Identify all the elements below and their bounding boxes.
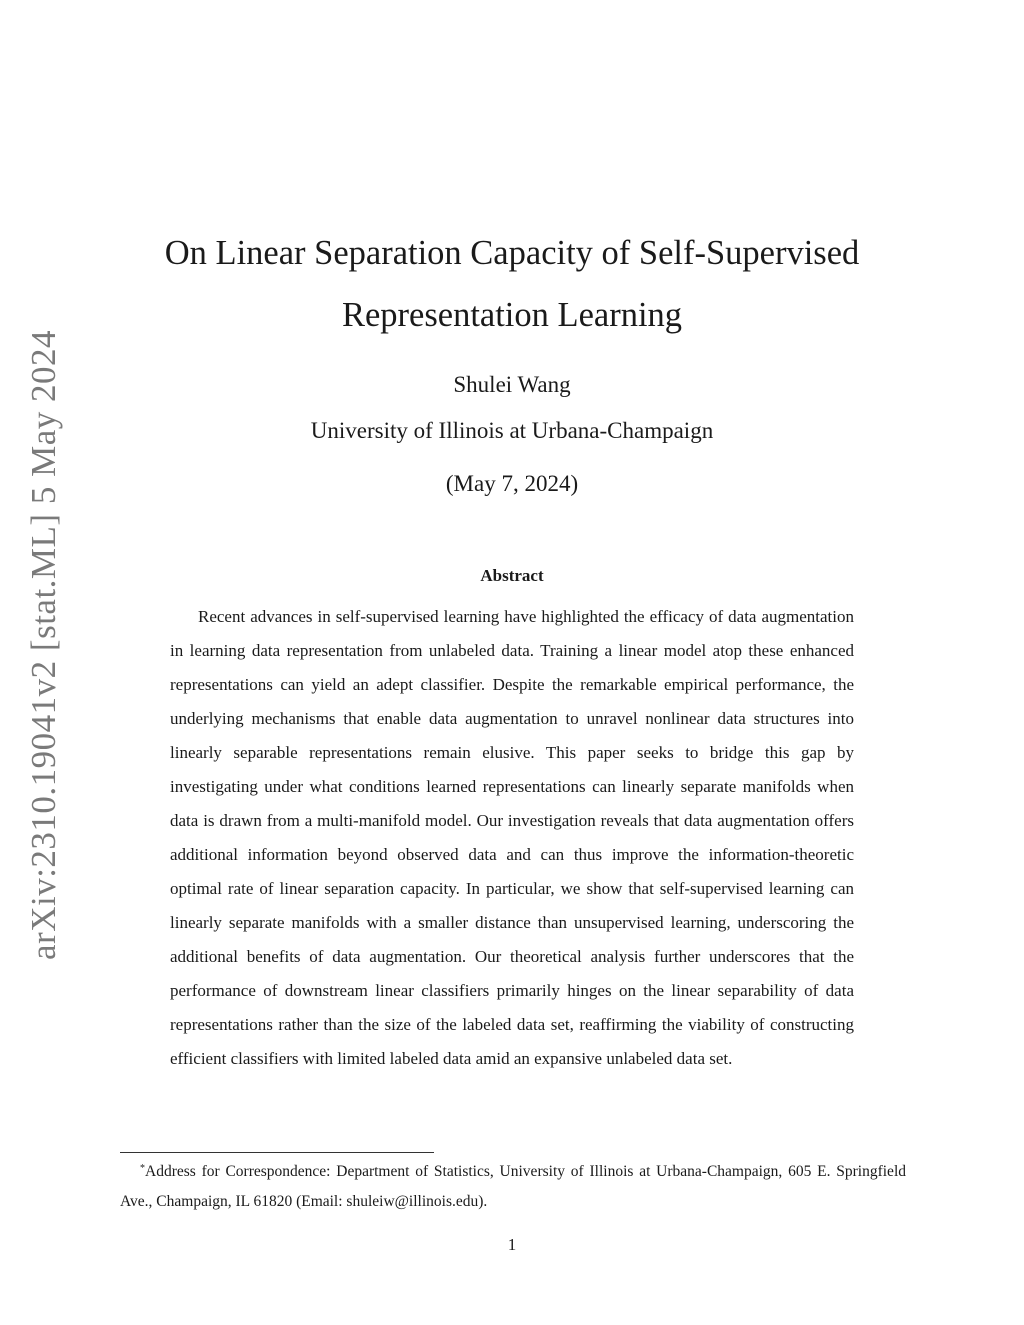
- footnote-marker: *: [140, 1163, 145, 1174]
- paper-title: [120, 222, 904, 346]
- correspondence-footnote: [120, 1154, 906, 1217]
- arxiv-identifier-stamp: arXiv:2310.19041v2 [stat.ML] 5 May 2024: [24, 330, 63, 960]
- abstract-text: Recent advances in self-supervised learning have highlighted the efficacy of data augmentation in learning data representation from unlabeled data. Training a linear model atop these enhanced representations can yield an adept classifier. Despite the remarkable empirical performance, the underlying mechanisms that enable data augmentation to unravel nonlinear data structures into linearly separable representations remain elusive. This paper seeks to bridge this gap by investigating under what conditions learned representations can linearly separate manifolds when data is drawn from a multi-manifold model. Our investigation reveals that data augmentation offers additional information beyond observed data and can thus improve the information-theoretic optimal rate of linear separation capacity. In particular, we show that self-supervised learning can linearly separate manifolds with a smaller distance than unsupervised learning, underscoring the additional benefits of data augmentation. Our theoretical analysis further underscores that the performance of downstream linear classifiers primarily hinges on the linear separability of data representations rather than the size of the labeled data set, reaffirming the viability of constructing efficient classifiers with limited labeled data amid an expansive unlabeled data set.: [170, 607, 854, 1068]
- footnote-text: Address for Correspondence: Department of Statistics, University of Illinois at Urbana-Champaign, 605 E. Springfield Ave., Champaign, IL 61820 (Email: shuleiw@illinois.edu).: [120, 1163, 906, 1210]
- abstract-heading: Abstract: [480, 566, 544, 585]
- author-name: Shulei Wang: [453, 372, 571, 397]
- page-number: 1: [507, 1235, 517, 1254]
- author-affiliation: University of Illinois at Urbana-Champaign: [310, 418, 714, 443]
- title-line-2: Representation Learning: [341, 296, 683, 334]
- title-line-1: On Linear Separation Capacity of Self-Supervised: [164, 234, 860, 272]
- paper-date: (May 7, 2024): [445, 471, 579, 496]
- footnote-divider: [120, 1152, 434, 1153]
